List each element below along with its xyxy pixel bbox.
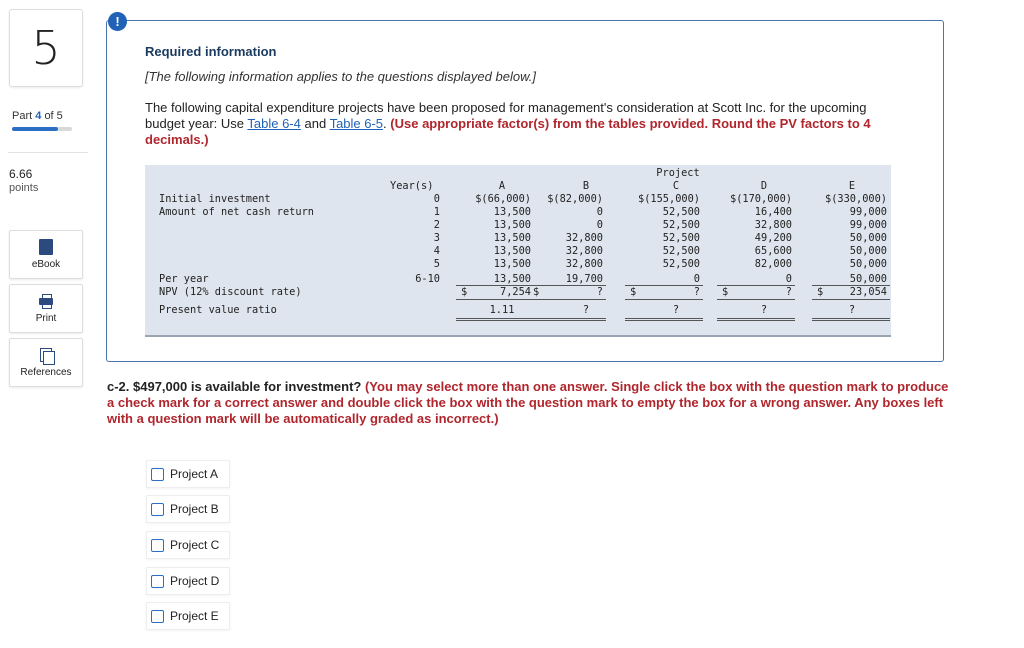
book-icon (39, 239, 53, 255)
points-label: points (9, 182, 39, 194)
project-header: Project (656, 167, 700, 179)
cash-cell-a: 13,500 (493, 258, 531, 270)
cash-cell-c: 0 (693, 273, 700, 285)
cash-cell-e: 50,000 (849, 245, 887, 257)
npv-dollar-a: $ (461, 286, 468, 298)
table-6-5-link[interactable]: Table 6-5 (329, 116, 384, 131)
required-information-panel (106, 20, 944, 362)
year-cell: 0 (433, 193, 440, 205)
cash-cell-d: 49,200 (754, 232, 792, 244)
npv-dollar-c: $ (630, 286, 637, 298)
choice-label: Project D (170, 574, 220, 588)
year-cell: 2 (433, 219, 440, 231)
cash-cell-a: 13,500 (493, 219, 531, 231)
cash-cell-d: $(170,000) (730, 193, 792, 205)
year-cell: 1 (433, 206, 440, 218)
row-label-initial: Initial investment (159, 193, 271, 205)
documents-icon (38, 347, 54, 363)
part-progress-fill (12, 127, 58, 131)
print-label: Print (35, 313, 57, 324)
cash-cell-e: $(330,000) (825, 193, 887, 205)
checkbox-project-e[interactable] (151, 610, 164, 623)
total-underline (812, 318, 890, 319)
cash-cell-a: 13,500 (493, 245, 531, 257)
question-number-box (9, 9, 83, 87)
cash-cell-c: $(155,000) (638, 193, 700, 205)
cash-cell-d: 0 (785, 273, 792, 285)
choice-project-d[interactable] (146, 567, 230, 595)
cash-cell-e: 50,000 (849, 273, 887, 285)
year-cell: 6-10 (415, 273, 440, 285)
required-information-title: Required information (145, 44, 277, 59)
total-underline (625, 320, 703, 321)
part-suffix: of 5 (44, 110, 63, 122)
column-header-d: D (760, 180, 768, 192)
cash-cell-a: $(66,000) (475, 193, 531, 205)
choice-project-e[interactable] (146, 602, 230, 630)
total-underline (456, 299, 534, 300)
total-underline (717, 320, 795, 321)
total-underline (456, 320, 534, 321)
total-underline (717, 285, 795, 286)
intro-period: . (383, 116, 391, 131)
cash-cell-b: 32,800 (565, 232, 603, 244)
cash-cell-d: 65,600 (754, 245, 792, 257)
question-number: 5 (31, 21, 61, 75)
cash-cell-b: 0 (596, 206, 603, 218)
year-header: Year(s) (390, 180, 434, 192)
column-header-b: B (582, 180, 590, 192)
part-progress-bar (12, 127, 72, 131)
npv-value-c[interactable]: ? (693, 286, 700, 298)
npv-dollar-e: $ (817, 286, 824, 298)
cash-cell-d: 32,800 (754, 219, 792, 231)
npv-value-a: 7,254 (500, 286, 531, 298)
cash-cell-c: 52,500 (662, 258, 700, 270)
pv-ratio-d[interactable]: ? (760, 304, 768, 316)
total-underline (625, 318, 703, 319)
cash-cell-e: 99,000 (849, 219, 887, 231)
choice-project-a[interactable] (146, 460, 230, 488)
checkbox-project-c[interactable] (151, 539, 164, 552)
cash-cell-e: 99,000 (849, 206, 887, 218)
total-underline (528, 299, 606, 300)
year-cell: 4 (433, 245, 440, 257)
part-indicator (12, 110, 63, 122)
cash-cell-e: 50,000 (849, 258, 887, 270)
problem-intro (145, 100, 885, 148)
sidebar-divider (8, 152, 88, 153)
alert-icon: ! (108, 12, 127, 31)
total-underline (528, 318, 606, 319)
cash-cell-d: 82,000 (754, 258, 792, 270)
cash-cell-b: 19,700 (565, 273, 603, 285)
column-header-c: C (672, 180, 680, 192)
pv-ratio-b[interactable]: ? (582, 304, 590, 316)
npv-value-e: 23,054 (849, 286, 887, 298)
column-header-e: E (848, 180, 856, 192)
question-instruction: (You may select more than one answer. Single click the box with the question mark to produce a check mark for a correct answer and double click the box with the question mark to empty the box for a wrong answer. Any boxes left with a question mark will be automatically graded as incorrect.) (107, 379, 949, 426)
total-underline (812, 299, 890, 300)
question-text (107, 379, 957, 427)
npv-value-d[interactable]: ? (785, 286, 792, 298)
cash-cell-c: 52,500 (662, 245, 700, 257)
total-underline (528, 285, 606, 286)
cash-cell-b: 0 (596, 219, 603, 231)
choice-label: Project B (170, 502, 219, 516)
total-underline (456, 318, 534, 319)
choice-label: Project C (170, 538, 220, 552)
pv-ratio-e[interactable]: ? (848, 304, 856, 316)
total-underline (717, 299, 795, 300)
intro-and: and (300, 116, 330, 131)
cash-cell-d: 16,400 (754, 206, 792, 218)
references-button[interactable] (9, 338, 83, 387)
print-button[interactable] (9, 284, 83, 333)
cash-cell-b: 32,800 (565, 245, 603, 257)
cash-cell-c: 52,500 (662, 232, 700, 244)
part-prefix: Part (12, 110, 33, 122)
projects-table (145, 165, 891, 337)
total-underline (812, 320, 890, 321)
cash-cell-e: 50,000 (849, 232, 887, 244)
printer-icon (38, 293, 54, 309)
required-information-subtitle: [The following information applies to the questions displayed below.] (145, 69, 536, 84)
total-underline (717, 318, 795, 319)
cash-cell-a: 13,500 (493, 232, 531, 244)
choice-project-b[interactable] (146, 495, 230, 523)
year-cell: 5 (433, 258, 440, 270)
checkbox-project-d[interactable] (151, 575, 164, 588)
cash-cell-c: 52,500 (662, 219, 700, 231)
intro-text: The following capital expenditure projects have been proposed for management's consideration at Scott Inc. for the upcoming budget year: Use (145, 100, 867, 131)
references-label: References (20, 367, 72, 378)
npv-value-b[interactable]: ? (596, 286, 603, 298)
ebook-label: eBook (31, 259, 61, 270)
row-label-pv-ratio: Present value ratio (159, 304, 277, 316)
part-current: 4 (35, 110, 42, 122)
npv-dollar-b: $ (533, 286, 540, 298)
choice-label: Project E (170, 609, 219, 623)
table-6-4-link[interactable]: Table 6-4 (247, 116, 301, 131)
total-underline (812, 285, 890, 286)
cash-cell-a: 13,500 (493, 206, 531, 218)
total-underline (456, 285, 534, 286)
checkbox-project-b[interactable] (151, 503, 164, 516)
cash-cell-b: 32,800 (565, 258, 603, 270)
cash-cell-c: 52,500 (662, 206, 700, 218)
ebook-button[interactable] (9, 230, 83, 279)
row-label-net-cash: Amount of net cash return (159, 206, 314, 218)
pv-ratio-a: 1.11 (489, 304, 515, 316)
column-header-a: A (498, 180, 506, 192)
checkbox-project-a[interactable] (151, 468, 164, 481)
year-cell: 3 (433, 232, 440, 244)
cash-cell-a: 13,500 (493, 273, 531, 285)
pv-ratio-c[interactable]: ? (672, 304, 680, 316)
total-underline (528, 320, 606, 321)
row-label-per-year: Per year (159, 273, 209, 285)
points-value: 6.66 (9, 167, 33, 181)
choice-label: Project A (170, 467, 219, 481)
total-underline (625, 285, 703, 286)
intro-instruction: (Use appropriate factor(s) from the tables provided. Round the PV factors to 4 decimals.) (145, 116, 871, 147)
cash-cell-b: $(82,000) (547, 193, 603, 205)
row-label-npv: NPV (12% discount rate) (159, 286, 302, 298)
npv-dollar-d: $ (722, 286, 729, 298)
total-underline (625, 299, 703, 300)
question-prefix: c-2. $497,000 is available for investment? (107, 379, 365, 394)
choice-project-c[interactable] (146, 531, 230, 559)
